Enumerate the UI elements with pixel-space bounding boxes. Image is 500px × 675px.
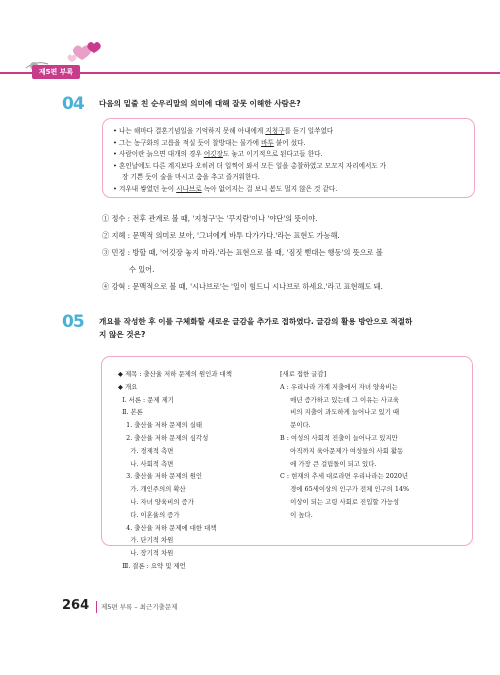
choice-3[interactable]: ③ 민정 : 방할 때, '어깃장 놓지 마라.'라는 표현으로 볼 때, '짐짓 뻗대는 행동'의 뜻으로 볼 [102, 248, 383, 257]
outline-line: 가. 경제적 측면 [118, 446, 174, 455]
materials-line: C : 현재의 추세 대로라면 우리나라는 2020년 [280, 472, 409, 481]
outline-line: 가. 단기적 차원 [118, 536, 174, 545]
passage-line: • 겨우내 쌓였던 눈이 시나브로 녹아 없어지는 걸 보니 봄도 멀지 않은 것 같다. [113, 184, 338, 193]
question-number: 05 [62, 312, 84, 332]
outline-line: 4. 출산율 저하 문제에 대한 대책 [118, 523, 217, 532]
outline-line: 다. 이혼율의 증가 [118, 510, 180, 519]
passage-line: • 사람이란 늙으면 대개의 경우 어깃장도 놓고 이기적으로 된다고들 한다. [113, 150, 323, 159]
choice-3-continued[interactable]: 수 있어. [129, 265, 155, 274]
passage-line: 장 기쁜 듯이 술을 마시고 춤을 추고 즐거워한다. [122, 173, 260, 182]
outline-line: ◆ 제목 : 출산율 저하 문제의 원인과 대책 [118, 370, 232, 378]
materials-line: 아직까지 육아문제가 여성들의 사회 활동 [280, 446, 404, 455]
passage-line: • 그는 농구화의 고릅을 적실 듯이 찰방대는 물가에 바투 붙어 섰다. [113, 138, 306, 147]
question-text: 다음의 밑줄 친 순우리말의 의미에 대해 잘못 이해한 사람은? [99, 99, 301, 108]
materials-line: 이상이 되는 고령 사회로 진입할 가능성 [280, 497, 400, 506]
materials-line: [새로 접한 글감] [280, 370, 327, 378]
choice-1[interactable]: ① 정수 : 전후 관계로 볼 때, '지청구'는 '꾸지람'이나 '야단'의 뜻이야. [102, 214, 318, 223]
outline-line: 나. 자녀 양육비의 증가 [118, 497, 194, 506]
materials-line: 비의 지출이 과도하게 늘어나고 있기 때 [280, 408, 400, 417]
materials-line: 이 높다. [280, 510, 313, 519]
materials-line: 경에 65세이상의 인구가 전체 인구의 14% [280, 485, 410, 494]
choice-2[interactable]: ② 지혜 : 문맥적 의미로 보아, '그녀에게 바투 다가가다.'라는 표현도 가능해. [102, 231, 340, 240]
page-number: 264 [62, 598, 90, 613]
materials-line: 에 가장 큰 걸림돌이 되고 있다. [280, 459, 377, 468]
outline-line: 1. 출산율 저하 문제의 실태 [118, 421, 203, 430]
choice-4[interactable]: ④ 강혁 : 문맥적으로 볼 때, '시나브로'는 '일이 힘드니 시나브로 하세요.'라고 표현해도 돼. [102, 282, 383, 291]
question-text-line1: 개요를 작성한 후 이를 구체화할 새로운 글감을 추가로 접하였다. 글감의 활용 방안으로 적절하 [99, 317, 413, 326]
part-label-tab: 제5편 부록 [32, 65, 80, 79]
materials-line: B : 여성의 사회적 진출이 늘어나고 있지만 [280, 433, 398, 442]
answer-choices [102, 210, 477, 295]
outline-line: 2. 출산율 저하 문제의 심각성 [118, 433, 209, 442]
outline-column [118, 368, 278, 573]
outline-line: 3. 출산율 저하 문제의 원인 [118, 472, 203, 481]
question-number: 04 [62, 94, 84, 114]
passage-line: • 나는 해마다 결혼기념일을 기억하지 못해 아내에게 지청구를 듣기 일쑤였다 [113, 127, 334, 135]
materials-line: A : 우리나라 가계 지출에서 자녀 양육비는 [280, 382, 398, 391]
outline-line: 나. 사회적 측면 [118, 459, 174, 468]
outline-line: ◆ 개요 [118, 382, 138, 391]
passage-box [102, 118, 475, 198]
outline-line: Ⅰ. 서론 : 문제 제기 [118, 395, 174, 404]
materials-line: 매년 증가하고 있는데 그 이유는 사교육 [280, 395, 400, 404]
materials-line: 문이다. [280, 421, 311, 430]
footer-divider [96, 601, 97, 613]
question-text-line2: 지 않은 것은? [99, 330, 146, 339]
footer-section-label: 제5편 부록 – 최근기출문제 [101, 603, 178, 611]
outline-line: 가. 개인주의의 확산 [118, 485, 186, 494]
materials-column [280, 368, 460, 522]
outline-box [101, 356, 473, 570]
outline-line: Ⅱ. 본론 [118, 408, 143, 417]
outline-line: Ⅲ. 결론 : 요약 및 제언 [118, 561, 186, 570]
outline-line: 나. 장기적 차원 [118, 549, 174, 558]
passage-line: • 혼인날에도 다른 계지보다 오히려 더 일찍이 와서 모든 일을 총찰하였고 모꼬지 자리에서도 가 [113, 161, 387, 170]
